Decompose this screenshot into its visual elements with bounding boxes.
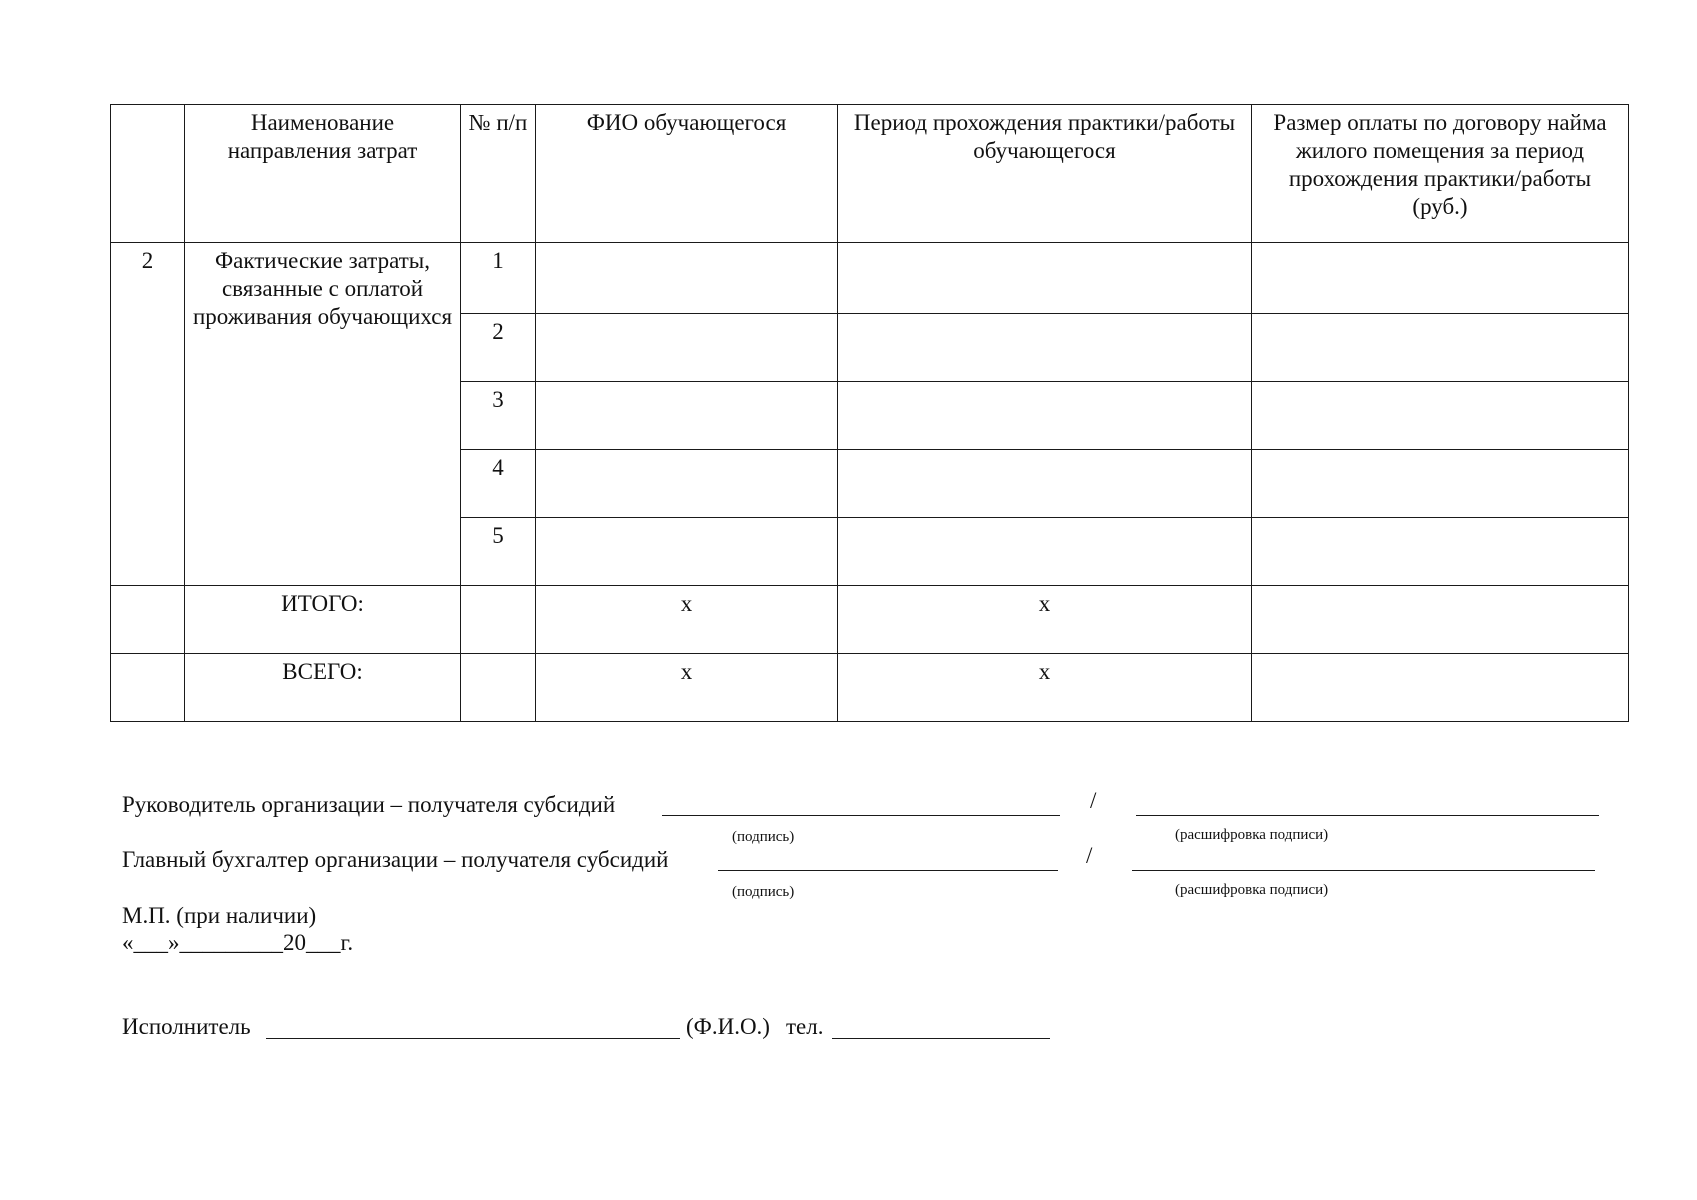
payment-cell[interactable] — [1252, 518, 1629, 586]
header-number — [111, 105, 185, 243]
executor-fio-line[interactable] — [266, 1038, 680, 1039]
payment-cell[interactable] — [1252, 382, 1629, 450]
section-name: Фактические затраты, связанные с оплатой проживания обучающихся — [185, 243, 461, 586]
payment-cell[interactable] — [1252, 243, 1629, 314]
tel-label: тел. — [786, 1014, 824, 1039]
head-slash: / — [1090, 788, 1097, 813]
head-signature-label: Руководитель организации – получателя субсидий — [122, 792, 616, 817]
fio-cell[interactable] — [536, 450, 838, 518]
vsego-period-mark: х — [838, 654, 1252, 722]
row-number: 3 — [461, 382, 536, 450]
itogo-fio-mark: х — [536, 586, 838, 654]
header-payment — [1252, 105, 1629, 243]
accountant-decoding-line[interactable] — [1132, 870, 1595, 871]
header-student-fio: ФИО обучающегося — [536, 105, 838, 243]
head-signature-line[interactable] — [662, 815, 1060, 816]
fio-caption: (Ф.И.О.) — [686, 1014, 770, 1039]
fio-cell[interactable] — [536, 518, 838, 586]
row-number: 4 — [461, 450, 536, 518]
date-field[interactable]: «___»_________20___г. — [122, 930, 354, 955]
table-header-row — [111, 105, 1629, 243]
head-decoding-caption: (расшифровка подписи) — [1175, 827, 1329, 843]
stamp-label: М.П. (при наличии) — [122, 903, 317, 928]
period-cell[interactable] — [838, 450, 1252, 518]
header-payment-text: Размер оплаты по договору найма жилого помещения за период прохождения практики/работы — [1273, 110, 1607, 191]
itogo-period-mark: х — [838, 586, 1252, 654]
itogo-pp-empty — [461, 586, 536, 654]
row-number: 2 — [461, 314, 536, 382]
row-number: 1 — [461, 243, 536, 314]
section-number: 2 — [111, 243, 185, 586]
header-pp-number: № п/п — [461, 105, 536, 243]
expense-table — [110, 104, 1629, 722]
head-signature-caption: (подпись) — [732, 829, 795, 845]
period-cell[interactable] — [838, 243, 1252, 314]
itogo-payment-cell[interactable] — [1252, 586, 1629, 654]
executor-label: Исполнитель — [122, 1014, 251, 1039]
payment-cell[interactable] — [1252, 450, 1629, 518]
fio-cell[interactable] — [536, 243, 838, 314]
header-expense-direction: Наименование направления затрат — [185, 105, 461, 243]
vsego-pp-empty — [461, 654, 536, 722]
period-cell[interactable] — [838, 518, 1252, 586]
header-payment-unit: (руб.) — [1412, 194, 1468, 219]
accountant-signature-line[interactable] — [718, 870, 1058, 871]
period-cell[interactable] — [838, 382, 1252, 450]
header-period: Период прохождения практики/работы обучающегося — [838, 105, 1252, 243]
accountant-signature-label: Главный бухгалтер организации – получателя субсидий — [122, 847, 669, 872]
tel-line[interactable] — [832, 1038, 1050, 1039]
vsego-empty — [111, 654, 185, 722]
row-number: 5 — [461, 518, 536, 586]
accountant-decoding-caption: (расшифровка подписи) — [1175, 882, 1329, 898]
itogo-empty — [111, 586, 185, 654]
vsego-label: ВСЕГО: — [185, 654, 461, 722]
vsego-row — [111, 654, 1629, 722]
itogo-label: ИТОГО: — [185, 586, 461, 654]
period-cell[interactable] — [838, 314, 1252, 382]
fio-cell[interactable] — [536, 314, 838, 382]
vsego-payment-cell[interactable] — [1252, 654, 1629, 722]
vsego-fio-mark: х — [536, 654, 838, 722]
accountant-slash: / — [1086, 843, 1093, 868]
accountant-signature-caption: (подпись) — [732, 884, 795, 900]
itogo-row — [111, 586, 1629, 654]
fio-cell[interactable] — [536, 382, 838, 450]
table-row — [111, 243, 1629, 314]
payment-cell[interactable] — [1252, 314, 1629, 382]
head-decoding-line[interactable] — [1136, 815, 1599, 816]
